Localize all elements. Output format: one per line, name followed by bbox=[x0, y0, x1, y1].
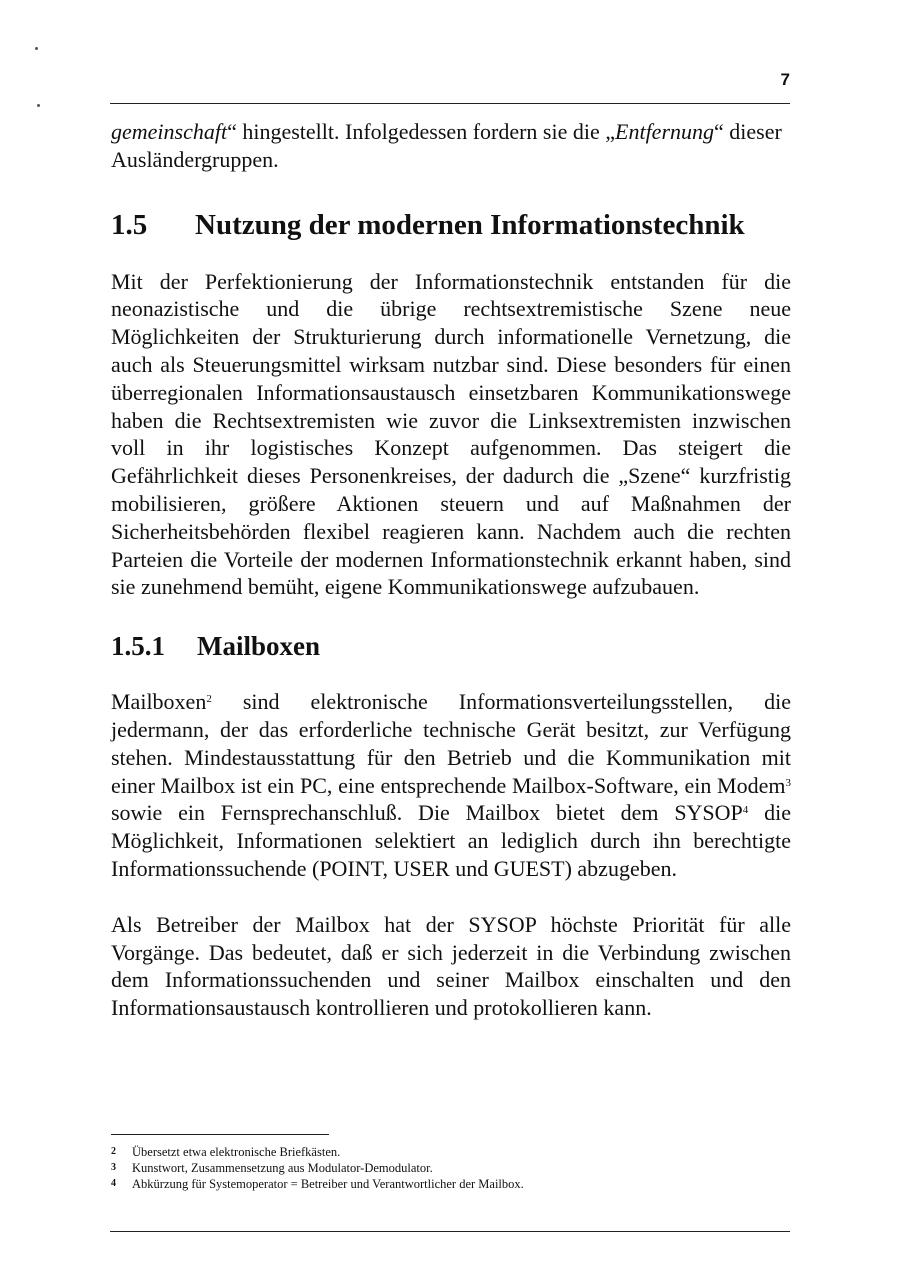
scan-speck bbox=[35, 47, 38, 50]
footnote-ref: 3 bbox=[785, 776, 791, 789]
italic-term: Entfernung bbox=[615, 119, 715, 144]
footnote bbox=[111, 1160, 791, 1176]
paragraph-gap bbox=[111, 883, 791, 911]
footnote-text: Abkürzung für Systemoperator = Betreiber und Verantwortlicher der Mailbox. bbox=[132, 1177, 524, 1191]
footnote-rule bbox=[111, 1134, 329, 1135]
page-body bbox=[111, 118, 791, 1022]
footnotes bbox=[111, 1144, 791, 1192]
footnote bbox=[111, 1176, 791, 1192]
section-number: 1.5 bbox=[111, 208, 148, 241]
footnote-ref: 4 bbox=[742, 804, 749, 817]
section-heading bbox=[111, 209, 791, 242]
continued-paragraph bbox=[111, 118, 791, 174]
section-title: Nutzung der modernen Informationstechnik bbox=[195, 208, 745, 241]
footnote-text: Kunstwort, Zusammensetzung aus Modulator-Demodulator. bbox=[132, 1161, 433, 1175]
text-run: sowie ein Fernsprechanschluß. Die Mailbox bietet dem SYSOP bbox=[111, 800, 743, 826]
header-rule bbox=[110, 103, 790, 104]
footnote-ref: 2 bbox=[206, 693, 212, 706]
footnote-mark: 2 bbox=[111, 1146, 116, 1157]
subsection-title: Mailboxen bbox=[197, 631, 321, 662]
subsection-heading bbox=[111, 631, 791, 662]
text-run: die Möglichkeit, Informationen selektiert an lediglich durch ihn berechtigte Informationssuchende (POINT, USER und GUEST) abzugeben. bbox=[111, 800, 791, 881]
footer-rule bbox=[110, 1231, 790, 1232]
page-number: 7 bbox=[780, 70, 790, 89]
mailbox-paragraph bbox=[111, 688, 791, 883]
text-run: “ dieser Ausländergruppen. bbox=[111, 119, 782, 172]
footnote-mark: 4 bbox=[111, 1178, 116, 1189]
text-run: Mailboxen bbox=[111, 689, 207, 715]
footnote bbox=[111, 1144, 791, 1160]
section-paragraph: Mit der Perfektionierung der Informationstechnik entstanden für die neonazistische und die übrige rechtsextremistische Szene neue Möglichkeiten der Strukturierung durch informationelle Vernetzung, die auch als Steuerungsmittel wirksam nutzbar sind. Diese besonders für einen überregionalen Informationsaustausch einsetzbaren Kommunikationswege haben die Rechtsextremisten wie zuvor die Linksextremisten inzwischen voll in ihr logistisches Konzept aufgenommen. Das steigert die Gefährlichkeit dieses Personenkreises, der dadurch die „Szene“ kurzfristig mobilisieren, größere Aktionen steuern und auf Maßnahmen der Sicherheitsbehörden flexibel reagieren kann. Nachdem auch die rechten Parteien die Vorteile der modernen Informationstechnik erkannt haben, sind sie zunehmend bemüht, eigene Kommunikationswege aufzubauen. bbox=[111, 268, 791, 600]
sysop-paragraph: Als Betreiber der Mailbox hat der SYSOP höchste Priorität für alle Vorgänge. Das bedeutet, daß er sich jederzeit in die Verbindung zwischen dem Informationssuchenden und seiner Mailbox einschalten und den Informationsaustausch kontrollieren und protokollieren kann. bbox=[111, 911, 791, 1021]
footnote-mark: 3 bbox=[111, 1162, 116, 1173]
text-run: sind elektronische Informationsverteilungsstellen, die jedermann, der das erforderliche technische Gerät besitzt, zur Verfügung stehen. Mindestausstattung für den Betrieb und die Kommunikation mit einer Mailbox ist ein PC, eine entsprechende Mailbox-Software, ein Modem bbox=[111, 689, 791, 798]
footnote-text: Übersetzt etwa elektronische Briefkästen. bbox=[132, 1145, 341, 1159]
subsection-number: 1.5.1 bbox=[111, 631, 165, 662]
scan-speck bbox=[37, 104, 40, 107]
text-run: “ hingestellt. Infolgedessen fordern sie die „ bbox=[227, 119, 616, 144]
italic-term: gemeinschaft bbox=[111, 119, 228, 144]
